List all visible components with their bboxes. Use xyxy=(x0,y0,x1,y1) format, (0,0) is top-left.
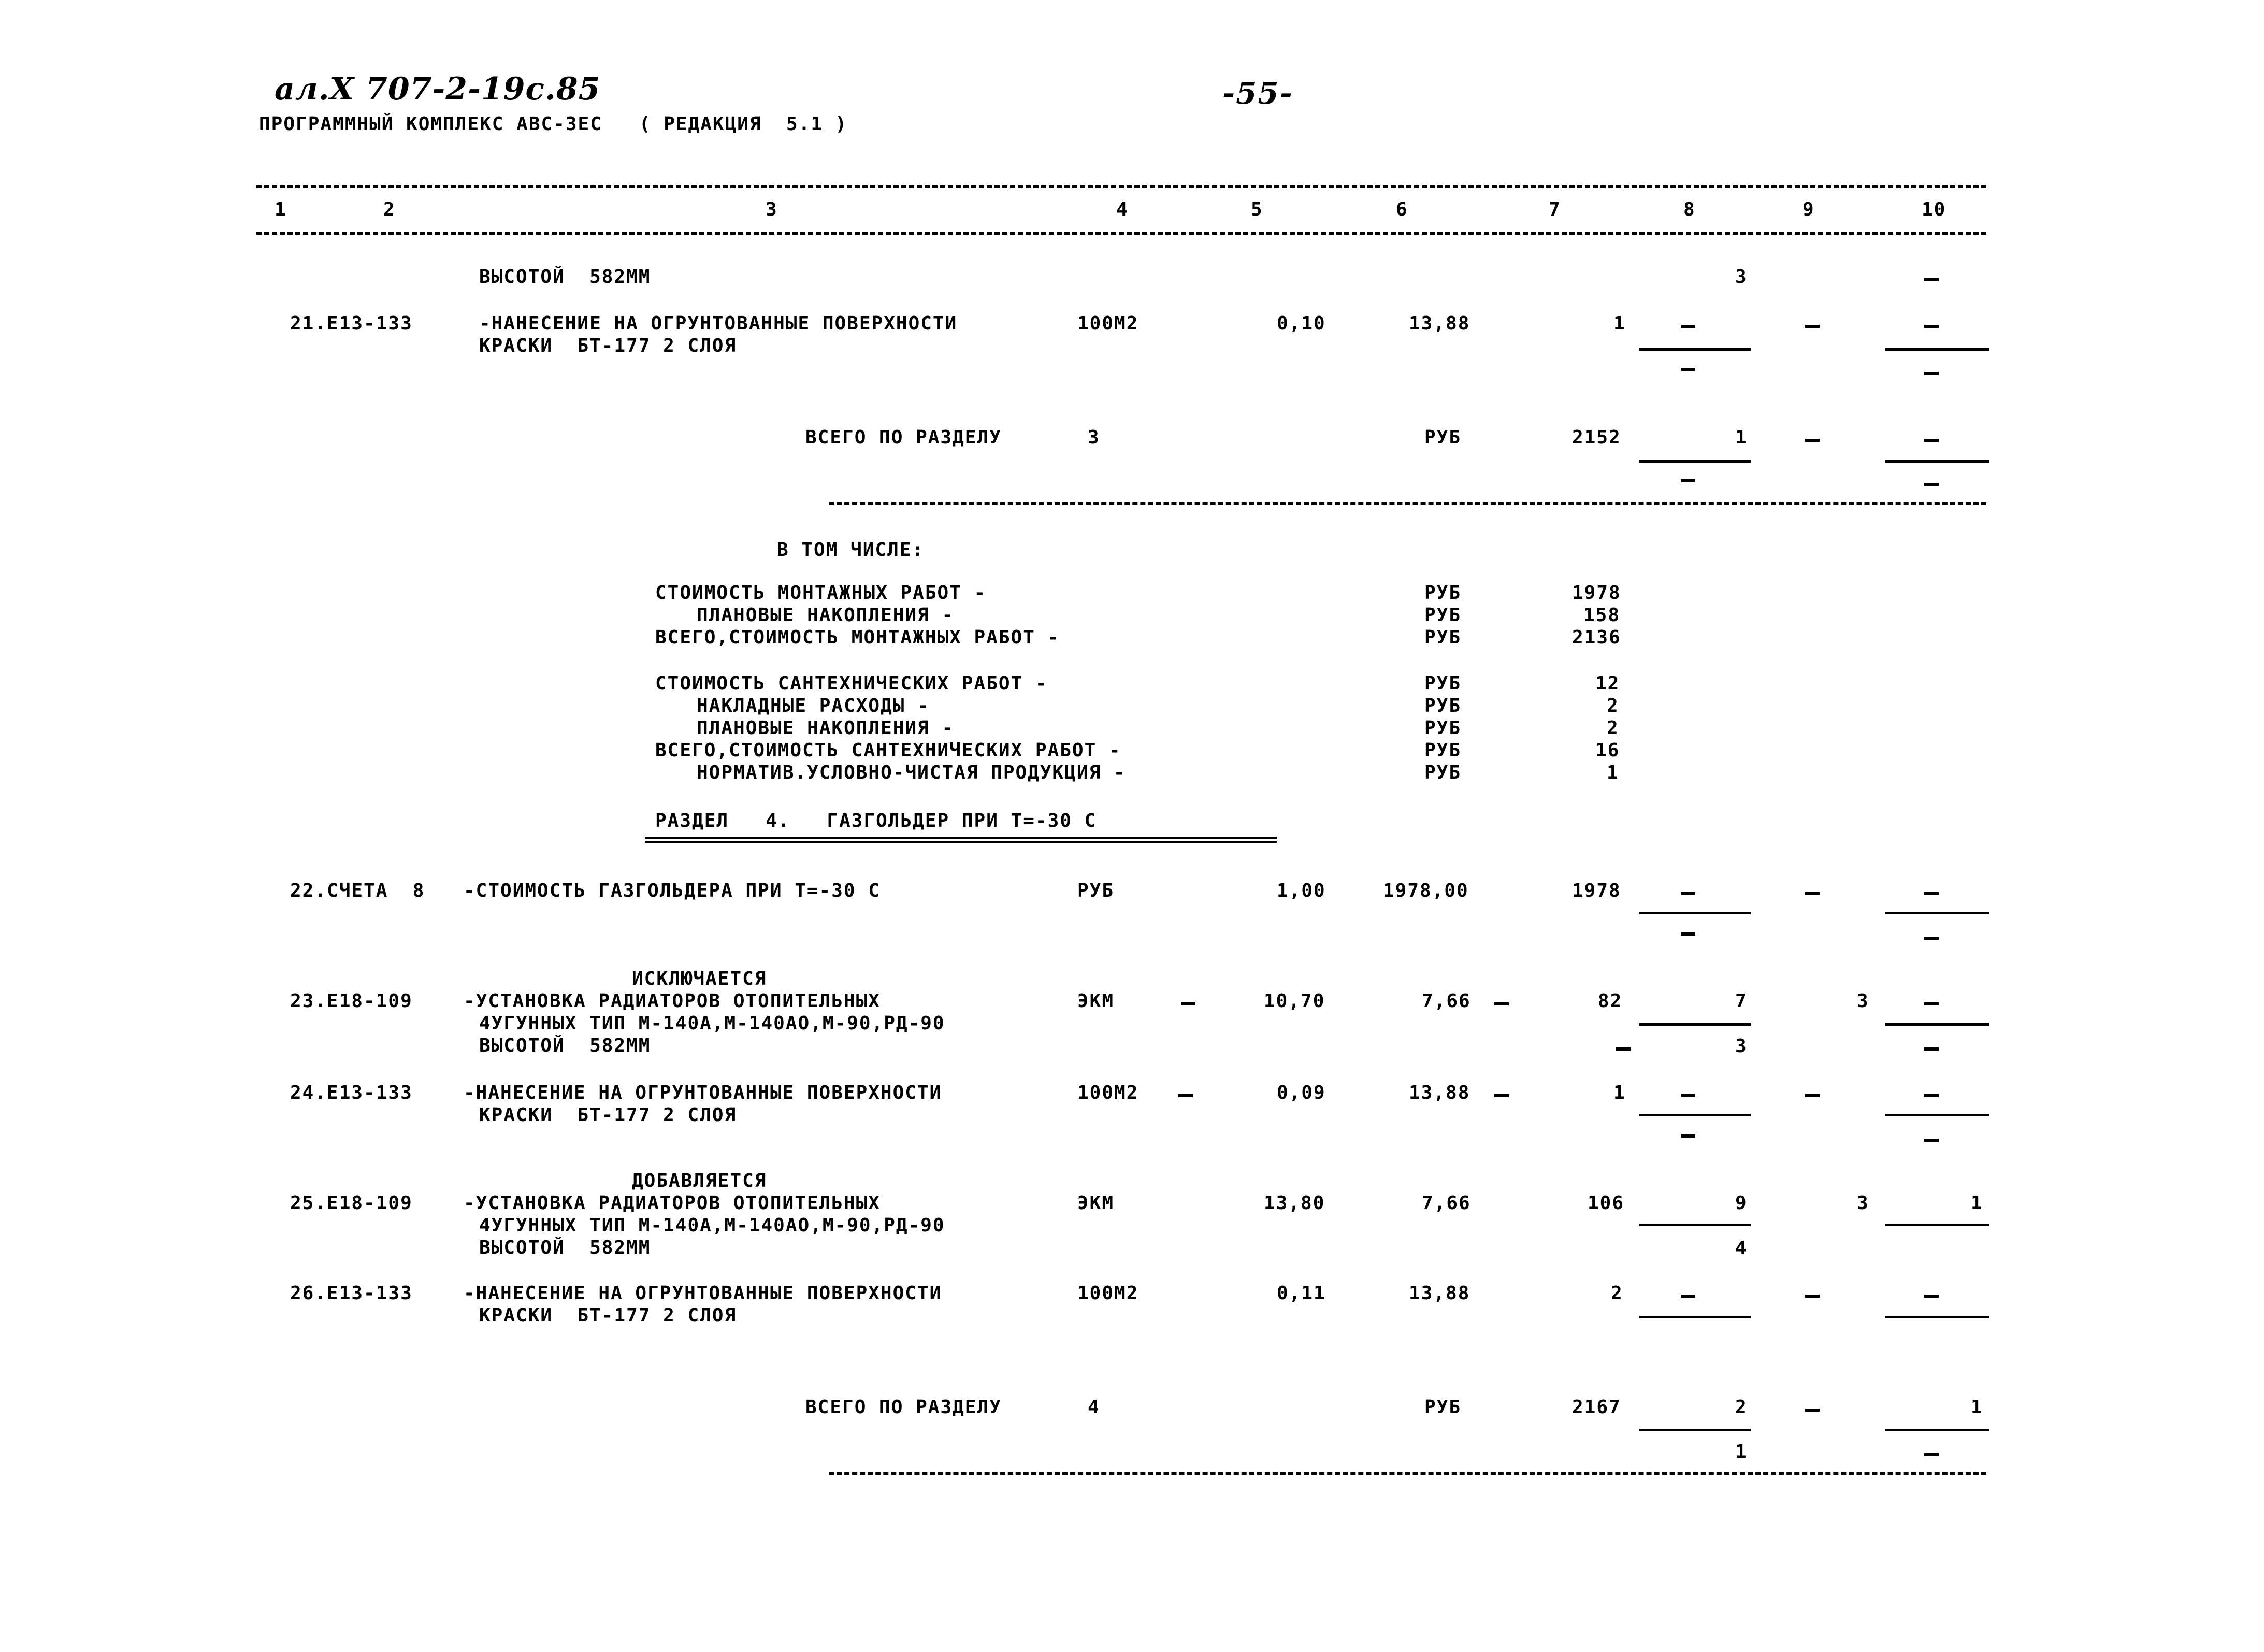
breakdown-heading: В ТОМ ЧИСЛЕ: xyxy=(777,539,925,561)
underline xyxy=(1885,1429,1989,1431)
cell-col8: 4 xyxy=(1735,1238,1748,1259)
dash-mark xyxy=(1681,1295,1695,1298)
dash-mark xyxy=(1681,1094,1695,1097)
dash-mark xyxy=(1924,1139,1939,1142)
row-unit: 100М2 xyxy=(1077,1283,1139,1304)
dash-mark xyxy=(1681,932,1695,936)
excluded-note: ИСКЛЮЧАЕТСЯ xyxy=(632,968,767,989)
dash-mark xyxy=(1924,439,1939,442)
underline xyxy=(1639,1429,1751,1431)
cell-col8: 9 xyxy=(1735,1193,1748,1214)
breakdown-value: 1978 xyxy=(1572,582,1621,604)
dash-mark xyxy=(1924,372,1939,375)
row-price: 7,66 xyxy=(1422,1193,1471,1214)
row-unit: ЭКМ xyxy=(1077,990,1115,1012)
breakdown-label: ВСЕГО,СТОИМОСТЬ САНТЕХНИЧЕСКИХ РАБОТ - xyxy=(655,740,1121,761)
breakdown-label: ПЛАНОВЫЕ НАКОПЛЕНИЯ - xyxy=(697,605,955,626)
total-unit: РУБ xyxy=(1424,427,1462,448)
breakdown-unit: РУБ xyxy=(1424,717,1462,739)
dash-mark xyxy=(1178,1094,1193,1097)
row-description: -НАНЕСЕНИЕ НА ОГРУНТОВАННЫЕ ПОВЕРХНОСТИ xyxy=(464,1283,942,1304)
row-total: 2 xyxy=(1611,1283,1623,1304)
dash-mark xyxy=(1681,1134,1695,1138)
dash-mark xyxy=(1924,1094,1939,1097)
breakdown-unit: РУБ xyxy=(1424,695,1462,716)
underline xyxy=(1885,1023,1989,1026)
cell-col8: 3 xyxy=(1735,1036,1748,1057)
breakdown-value: 2 xyxy=(1607,695,1619,716)
row-unit: РУБ xyxy=(1077,880,1115,901)
breakdown-unit: РУБ xyxy=(1424,582,1462,604)
dash-mark xyxy=(1494,1002,1509,1005)
dash-mark xyxy=(1924,1047,1939,1051)
row-number: 21.Е13-133 xyxy=(290,313,413,334)
breakdown-value: 2136 xyxy=(1572,627,1621,648)
dash-mark xyxy=(1681,892,1695,895)
breakdown-unit: РУБ xyxy=(1424,627,1462,648)
underline xyxy=(1885,460,1989,463)
column-header: 5 xyxy=(1251,199,1263,220)
dash-mark xyxy=(1805,1094,1820,1097)
row-description: КРАСКИ БТ-177 2 СЛОЯ xyxy=(479,1104,737,1126)
breakdown-value: 1 xyxy=(1607,762,1619,783)
program-title: ПРОГРАММНЫЙ КОМПЛЕКС АВС-3ЕС ( РЕДАКЦИЯ 5.1 ) xyxy=(259,113,848,135)
row-quantity: 0,09 xyxy=(1277,1082,1326,1103)
dash-mark xyxy=(1681,479,1695,482)
row-number: 22.СЧЕТА 8 xyxy=(290,880,425,901)
underline xyxy=(1639,912,1751,914)
breakdown-label: СТОИМОСТЬ МОНТАЖНЫХ РАБОТ - xyxy=(655,582,987,604)
dash-mark xyxy=(1805,439,1820,442)
row-description: КРАСКИ БТ-177 2 СЛОЯ xyxy=(479,335,737,356)
column-header: 8 xyxy=(1683,199,1696,220)
row-description: -СТОИМОСТЬ ГАЗГОЛЬДЕРА ПРИ Т=-30 С xyxy=(464,880,881,901)
row-unit: 100М2 xyxy=(1077,313,1139,334)
breakdown-unit: РУБ xyxy=(1424,673,1462,694)
underline xyxy=(1885,1316,1989,1318)
row-description: -НАНЕСЕНИЕ НА ОГРУНТОВАННЫЕ ПОВЕРХНОСТИ xyxy=(464,1082,942,1103)
column-header: 3 xyxy=(766,199,778,220)
underline xyxy=(1639,1224,1751,1226)
breakdown-value: 16 xyxy=(1595,740,1620,761)
breakdown-value: 158 xyxy=(1583,605,1621,626)
row-number: 24.Е13-133 xyxy=(290,1082,413,1103)
row-description: -УСТАНОВКА РАДИАТОРОВ ОТОПИТЕЛЬНЫХ xyxy=(464,1193,881,1214)
row-quantity: 0,10 xyxy=(1277,313,1326,334)
row-total: 1 xyxy=(1613,1082,1626,1103)
section-heading-underline xyxy=(645,837,1277,843)
underline xyxy=(1885,348,1989,351)
row-description: -НАНЕСЕНИЕ НА ОГРУНТОВАННЫЕ ПОВЕРХНОСТИ xyxy=(479,313,958,334)
section-number: 4 xyxy=(1088,1397,1100,1418)
column-header: 1 xyxy=(275,199,287,220)
row-quantity: 10,70 xyxy=(1264,990,1325,1012)
column-header: 10 xyxy=(1922,199,1946,220)
row-number: 26.Е13-133 xyxy=(290,1283,413,1304)
row-number: 23.Е18-109 xyxy=(290,990,413,1012)
underline xyxy=(1885,1224,1989,1226)
dash-mark xyxy=(1924,1453,1939,1456)
page-number: -55- xyxy=(1222,76,1293,111)
row-number: 25.Е18-109 xyxy=(290,1193,413,1214)
document-code: ал.X 707-2-19с.85 xyxy=(275,71,601,107)
cell-col8: 1 xyxy=(1735,427,1748,448)
breakdown-unit: РУБ xyxy=(1424,740,1462,761)
cell-col8: 7 xyxy=(1735,990,1748,1012)
underline xyxy=(1639,1023,1751,1026)
dash-mark xyxy=(1181,1002,1195,1005)
breakdown-label: НАКЛАДНЫЕ РАСХОДЫ - xyxy=(697,695,930,716)
dash-mark xyxy=(1924,937,1939,940)
row-price: 1978,00 xyxy=(1383,880,1469,901)
row-description: -УСТАНОВКА РАДИАТОРОВ ОТОПИТЕЛЬНЫХ xyxy=(464,990,881,1012)
row-description: КРАСКИ БТ-177 2 СЛОЯ xyxy=(479,1305,737,1326)
dash-mark xyxy=(1616,1047,1631,1051)
dash-mark xyxy=(1494,1094,1509,1097)
row-description: ВЫСОТОЙ 582ММ xyxy=(479,1035,651,1056)
dash-mark xyxy=(1805,1295,1820,1298)
row-quantity: 1,00 xyxy=(1277,880,1326,901)
underline xyxy=(1639,1316,1751,1318)
row-total: 1978 xyxy=(1572,880,1621,901)
cell-col9: 3 xyxy=(1857,1193,1869,1214)
row-price: 13,88 xyxy=(1409,1283,1470,1304)
dash-mark xyxy=(1924,1002,1939,1005)
cell-col10: 1 xyxy=(1971,1397,1983,1418)
breakdown-label: НОРМАТИВ.УСЛОВНО-ЧИСТАЯ ПРОДУКЦИЯ - xyxy=(697,762,1126,783)
breakdown-value: 12 xyxy=(1595,673,1620,694)
cell-col9: 3 xyxy=(1857,990,1869,1012)
added-note: ДОБАВЛЯЕТСЯ xyxy=(632,1170,767,1191)
underline xyxy=(1639,1114,1751,1116)
total-label: ВСЕГО ПО РАЗДЕЛУ xyxy=(805,1397,1002,1418)
column-header: 4 xyxy=(1116,199,1129,220)
column-header: 7 xyxy=(1549,199,1561,220)
column-header: 6 xyxy=(1396,199,1408,220)
row-total: 82 xyxy=(1598,990,1623,1012)
breakdown-label: ПЛАНОВЫЕ НАКОПЛЕНИЯ - xyxy=(697,717,955,739)
underline xyxy=(1885,912,1989,914)
breakdown-unit: РУБ xyxy=(1424,605,1462,626)
row-unit: 100М2 xyxy=(1077,1082,1139,1103)
row-total: 106 xyxy=(1588,1193,1625,1214)
cell-col8: 3 xyxy=(1735,266,1748,288)
dash-mark xyxy=(1681,325,1695,328)
row-description: ВЫСОТОЙ 582ММ xyxy=(479,1237,651,1258)
section-rule xyxy=(829,502,1986,505)
breakdown-label: ВСЕГО,СТОИМОСТЬ МОНТАЖНЫХ РАБОТ - xyxy=(655,627,1060,648)
total-value: 2167 xyxy=(1572,1397,1621,1418)
row-price: 13,88 xyxy=(1409,1082,1470,1103)
total-label: ВСЕГО ПО РАЗДЕЛУ xyxy=(805,427,1002,448)
cell-col10: 1 xyxy=(1971,1193,1983,1214)
dash-mark xyxy=(1805,892,1820,895)
dash-mark xyxy=(1924,483,1939,486)
cell-col8: 1 xyxy=(1735,1441,1748,1462)
row-price: 13,88 xyxy=(1409,313,1470,334)
section-heading: РАЗДЕЛ 4. ГАЗГОЛЬДЕР ПРИ Т=-30 С xyxy=(655,810,1097,831)
dash-mark xyxy=(1681,368,1695,371)
breakdown-unit: РУБ xyxy=(1424,762,1462,783)
breakdown-label: СТОИМОСТЬ САНТЕХНИЧЕСКИХ РАБОТ - xyxy=(655,673,1048,694)
total-unit: РУБ xyxy=(1424,1397,1462,1418)
underline xyxy=(1885,1114,1989,1116)
total-value: 2152 xyxy=(1572,427,1621,448)
row-unit: ЭКМ xyxy=(1077,1193,1115,1214)
row-text: ВЫСОТОЙ 582ММ xyxy=(479,266,651,288)
underline xyxy=(1639,460,1751,463)
section-number: 3 xyxy=(1088,427,1100,448)
section-rule xyxy=(829,1472,1986,1475)
row-description: 4УГУННЫХ ТИП М-140А,М-140АО,М-90,РД-90 xyxy=(479,1013,945,1034)
column-header: 9 xyxy=(1802,199,1815,220)
breakdown-value: 2 xyxy=(1607,717,1619,739)
row-total: 1 xyxy=(1613,313,1626,334)
underline xyxy=(1639,348,1751,351)
dash-mark xyxy=(1924,278,1939,281)
row-description: 4УГУННЫХ ТИП М-140А,М-140АО,М-90,РД-90 xyxy=(479,1215,945,1236)
column-header: 2 xyxy=(383,199,396,220)
dash-mark xyxy=(1805,325,1820,328)
dash-mark xyxy=(1805,1409,1820,1412)
row-quantity: 13,80 xyxy=(1264,1193,1325,1214)
cell-col8: 2 xyxy=(1735,1397,1748,1418)
dash-mark xyxy=(1924,1295,1939,1298)
dash-mark xyxy=(1924,892,1939,895)
dash-mark xyxy=(1924,325,1939,328)
row-price: 7,66 xyxy=(1422,990,1471,1012)
header-rule-bottom xyxy=(256,232,1986,235)
row-quantity: 0,11 xyxy=(1277,1283,1326,1304)
header-rule-top xyxy=(256,185,1986,188)
